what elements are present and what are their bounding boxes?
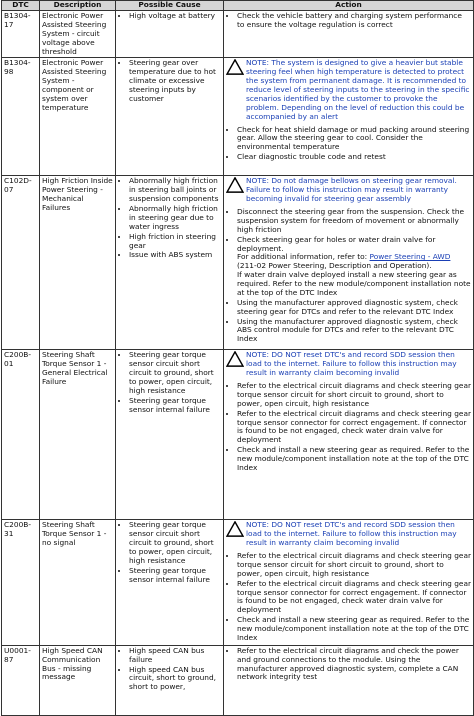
action-item: • Refer to the electrical circuit diagrams and check steering gear torque sensor circuit for short circuit to ground, short to power, open circuit, high resistance	[237, 382, 471, 409]
cause-item: • Steering gear torque sensor internal failure	[129, 397, 221, 415]
note-box	[226, 59, 471, 121]
action-check-text: Check steering gear for holes or water drain valve for deployment.	[237, 234, 436, 253]
note-text: NOTE: The system is designed to give a heavier but stable steering feel when high temperature is detected to protect the system from permanent damage. It is recommended to reduce level of steering inputs to the steering in the specific scenarios identified by the customer to provoke the problem. Depending on the level of reduction this could be accompanied by an alert	[246, 58, 470, 121]
cause-item: • Steering gear torque sensor internal failure	[129, 567, 221, 585]
cause-item: • High speed CAN bus failure	[129, 647, 221, 665]
dtc-description: Steering Shaft Torque Sensor 1 - no signal	[40, 520, 116, 645]
action-item: • Check the vehicle battery and charging system performance to ensure the voltage regulation is correct	[237, 12, 471, 30]
dtc-code: B1304-98	[2, 58, 40, 176]
link-suffix-text: (211-02 Power Steering, Description and Operation).	[237, 261, 432, 271]
header-dtc: DTC	[2, 1, 40, 11]
note-text: NOTE: Do not damage bellows on steering gear removal. Failure to follow this instruction may result in warranty becoming invalid for steering gear assembly	[246, 176, 457, 204]
dtc-description: High Friction Inside Power Steering - Mechanical Failures	[40, 176, 116, 350]
warning-triangle-icon	[226, 59, 244, 75]
dtc-description: Electronic Power Assisted Steering System - circuit voltage above threshold	[40, 11, 116, 58]
cause-item: • Abnormally high friction in steering gear due to water ingress	[129, 205, 221, 232]
action-item: • Refer to the electrical circuit diagrams and check steering gear torque sensor circuit for short circuit to ground, short to power, open circuit, high resistance	[237, 552, 471, 579]
note-text: NOTE: DO NOT reset DTC's and record SDD session then load to the internet. Failure to follow this instruction may result in warranty claim becoming invalid	[246, 350, 457, 378]
table-header	[2, 1, 474, 11]
dtc-description: High Speed CAN Communication Bus - missing message	[40, 645, 116, 715]
action-item: • Check and install a new steering gear as required. Refer to the new module/component installation note at the top of the DTC Index	[237, 446, 471, 473]
header-action: Action	[224, 1, 474, 11]
table-row	[2, 645, 474, 715]
cause-item: • Steering gear over temperature due to hot climate or excessive steering inputs by customer	[129, 59, 221, 103]
warning-triangle-icon	[226, 351, 244, 367]
table-row	[2, 520, 474, 645]
dtc-description: Electronic Power Assisted Steering System - component or system over temperature	[40, 58, 116, 176]
cause-item: • Steering gear torque sensor circuit short circuit to ground, short to power, open circuit, high resistance	[129, 351, 221, 395]
action-item: • Refer to the electrical circuit diagrams and check steering gear torque sensor connector for correct engagement. If connector is found to be not engaged, check water drain valve for deployment	[237, 580, 471, 616]
note-box	[226, 351, 471, 378]
action-item: • Using the manufacturer approved diagnostic system, check ABS control module for DTCs and refer to the relevant DTC Index	[237, 318, 471, 345]
action-item: • Using the manufacturer approved diagnostic system, check steering gear for DTCs and refer to the relevant DTC Index	[237, 299, 471, 317]
cause-item: • High friction in steering gear	[129, 233, 221, 251]
action-item: • Clear diagnostic trouble code and retest	[237, 153, 471, 162]
dtc-code: C200B-31	[2, 520, 40, 645]
header-description: Description	[40, 1, 116, 11]
table-row	[2, 58, 474, 176]
warning-triangle-icon	[226, 177, 244, 193]
cause-item: • Abnormally high friction in steering ball joints or suspension components	[129, 177, 221, 204]
action-item: • Disconnect the steering gear from the suspension. Check the suspension system for freedom of movement or abnormally high friction	[237, 208, 471, 235]
action-item	[237, 236, 471, 298]
cause-item: • Issue with ABS system	[129, 251, 221, 260]
cause-item: • High speed CAN bus circuit, short to ground, short to power,	[129, 666, 221, 693]
table-row	[2, 176, 474, 350]
action-item: • Check for heat shield damage or mud packing around steering gear. Allow the steering gear to cool. Consider the environmental temperature	[237, 126, 471, 153]
cause-item: • High voltage at battery	[129, 12, 221, 21]
warning-triangle-icon	[226, 521, 244, 537]
dtc-code: C200B-01	[2, 350, 40, 520]
header-possible-cause: Possible Cause	[116, 1, 224, 11]
dtc-code: B1304-17	[2, 11, 40, 58]
dtc-description: Steering Shaft Torque Sensor 1 - General Electrical Failure	[40, 350, 116, 520]
dtc-code: U0001-87	[2, 645, 40, 715]
cause-item: • Steering gear torque sensor circuit short circuit to ground, short to power, open circuit, high resistance	[129, 521, 221, 565]
action-item: • Check and install a new steering gear as required. Refer to the new module/component installation note at the top of the DTC Index	[237, 616, 471, 643]
action-item: • Refer to the electrical circuit diagrams and check steering gear torque sensor connector for correct engagement. If connector is found to be not engaged, check water drain valve for deployment	[237, 410, 471, 446]
note-box	[226, 521, 471, 548]
table-row	[2, 11, 474, 58]
dtc-table	[1, 0, 474, 716]
more-info-text: For additional information, refer to:	[237, 252, 368, 262]
power-steering-awd-link[interactable]: Power Steering - AWD	[369, 252, 451, 262]
note-box	[226, 177, 471, 204]
dtc-code: C102D-07	[2, 176, 40, 350]
action-item: • Refer to the electrical circuit diagrams and check the power and ground connections to the module. Using the manufacturer approved diagnostic system, complete a CAN network integrity test	[237, 647, 471, 683]
note-text: NOTE: DO NOT reset DTC's and record SDD session then load to the internet. Failure to follow this instruction may result in warranty claim becoming invalid	[246, 520, 457, 548]
table-row	[2, 350, 474, 520]
water-valve-text: If water drain valve deployed install a new steering gear as required. Refer to the new module/component installation note at the top of the DTC Index	[237, 270, 471, 297]
